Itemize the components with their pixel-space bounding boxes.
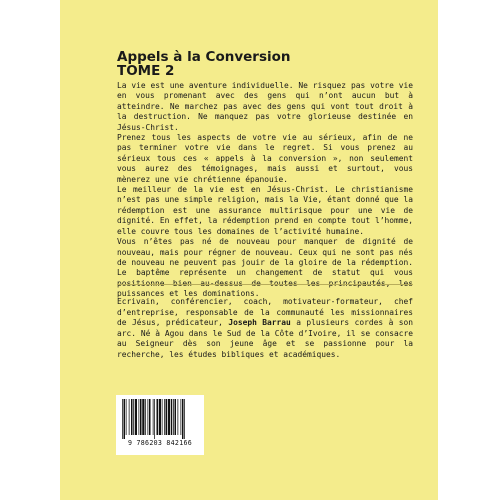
author-bio bbox=[117, 297, 413, 361]
blurb-paragraph-2: Prenez tous les aspects de votre vie au sérieux, afin de ne pas terminer votre vie dans le regret. Si vous prenez au sérieux tous ces « appels à la conversion », non seulement vous aurez des témoignages, mais aussi et surtout, vous mènerez une vie chrétienne épanouie. bbox=[117, 133, 413, 184]
bio-text-end: a plusieurs cordes à son arc. Né à Agou dans le Sud de la Côte d’Ivoire, il se consacre au Seigneur dès son jeune âge et se passionne pour la recherche, les études bibliques et académiques. bbox=[117, 318, 414, 359]
title-block bbox=[117, 50, 291, 78]
barcode-box bbox=[116, 395, 204, 455]
section-divider bbox=[117, 284, 413, 285]
isbn-number: 9 786203 842166 bbox=[127, 439, 193, 447]
book-title: Appels à la Conversion bbox=[117, 49, 291, 65]
blurb bbox=[117, 81, 413, 300]
blurb-paragraph-1: La vie est une aventure individuelle. Ne risquez pas votre vie en vous promenant avec des gens qui n’ont aucun but à atteindre. Ne marchez pas avec des gens qui vont tout droit à la destruction. Ne manquez pas votre glorieuse destinée en Jésus-Christ. bbox=[117, 81, 413, 132]
bio-text-start: Ecrivain, conférencier, coach, motivateur-formateur, chef d’entreprise, responsable de la communauté les missionnaires de Jésus, prédicateur, bbox=[117, 297, 413, 328]
blurb-paragraph-3: Le meilleur de la vie est en Jésus-Christ. Le christianisme n’est pas une simple religion, mais la Vie, étant donné que la rédemption est une assurance multirisque pour une vie de dignité. En effet, la rédemption prend en compte tout l’homme, elle couvre tous les domaines de l’activité humaine. bbox=[117, 185, 413, 236]
author-bio-paragraph bbox=[117, 297, 413, 361]
author-name: Joseph Barrau bbox=[228, 318, 291, 328]
barcode-icon bbox=[120, 399, 200, 439]
blurb-paragraph-4: Vous n’êtes pas né de nouveau pour manquer de dignité de nouveau, mais pour régner de nouveau. Ceux qui ne sont pas nés de nouveau ne peuvent pas jouir de la gloire de la rédemption. Le baptême représente un changement de statut qui vous puissances et les dominations. bbox=[117, 237, 413, 299]
book-volume: TOME 2 bbox=[117, 63, 175, 79]
